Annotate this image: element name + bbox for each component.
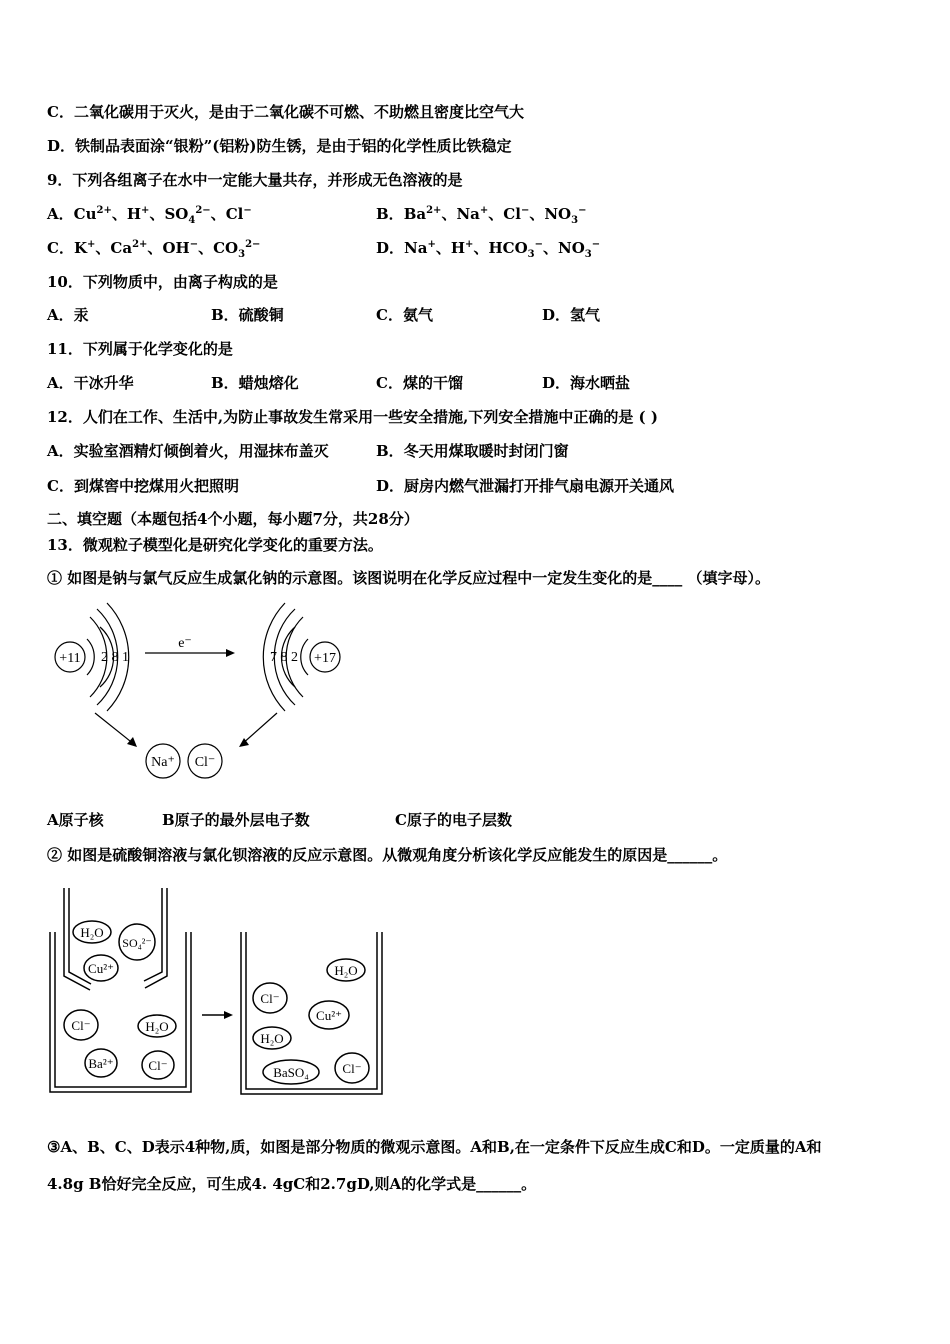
- q12-option-a: A．实验室酒精灯倾倒着火，用湿抹布盖灭: [47, 442, 329, 460]
- ion-formula: $CO_3^{2-}$: [213, 239, 261, 260]
- q13-1-option-a: A原子核: [47, 811, 104, 829]
- ion-formula: Cl−: [503, 205, 530, 223]
- ion-formula: Na+: [404, 239, 436, 257]
- question-12: 12．人们在工作、生活中,为防止事故发生常采用一些安全措施,下列安全措施中正确的是 ( ): [47, 408, 658, 426]
- q9-option-c: C．K+、$Ca^{2+}$、OH−、$CO_3^{2-}$: [47, 239, 261, 260]
- q12-option-c: C．到煤窖中挖煤用火把照明: [47, 477, 239, 495]
- ion-formula: $Cu^{2+}$: [73, 205, 112, 223]
- q10-option-b: B．硫酸铜: [211, 306, 284, 324]
- na-ion: Na⁺: [151, 755, 175, 770]
- question-13-part-2: ② 如图是硫酸铜溶液与氯化钡溶液的反应示意图。从微观角度分析该化学反应能发生的原因是______。: [47, 846, 728, 864]
- beaker-reaction-diagram: [45, 880, 390, 1100]
- q13-1-option-b: B原子的最外层电子数: [162, 811, 310, 829]
- q8-option-c: C．二氧化碳用于灭火，是由于二氧化碳不可燃、不助燃且密度比空气大: [47, 103, 524, 121]
- q9-option-a: A．$Cu^{2+}$、H+、$SO_4^{2-}$、Cl−: [47, 205, 252, 226]
- q13-1-options: [47, 810, 847, 830]
- ion-formula: Cl−: [225, 205, 252, 223]
- q8-option-d: D．铁制品表面涂“银粉”(铝粉)防生锈，是由于铝的化学性质比铁稳定: [47, 137, 512, 155]
- question-10: 10．下列物质中，由离子构成的是: [47, 273, 278, 291]
- q13-1-option-c: C原子的电子层数: [395, 811, 512, 829]
- na-nucleus: +11: [59, 651, 81, 666]
- q11-option-d: D．海水晒盐: [542, 374, 631, 392]
- ion-formula: $SO_4^{2-}$: [164, 205, 211, 226]
- option-label: A．: [47, 205, 74, 223]
- cl-electron-shells: 7 8 2: [270, 650, 298, 665]
- left-copper-ion: Cu²⁺: [88, 961, 114, 976]
- ion-formula: $NO_3^-$: [544, 205, 587, 226]
- right-chloride-ion: Cl⁻: [260, 991, 280, 1006]
- cl-nucleus: +17: [314, 651, 336, 666]
- ion-formula: H+: [450, 239, 474, 257]
- q12-option-d: D．厨房内燃气泄漏打开排气扇电源开关通风: [376, 477, 675, 495]
- ion-formula: Na+: [456, 205, 489, 223]
- ion-formula: OH−: [162, 239, 199, 257]
- left-water-molecule: H₂O: [80, 925, 104, 940]
- right-water-molecule: H₂O: [334, 963, 358, 978]
- ion-formula: H+: [126, 205, 150, 223]
- q11-option-b: B．蜡烛熔化: [211, 374, 299, 392]
- q11-options: [47, 373, 847, 393]
- q9-option-d: D．Na+、H+、$HCO_3^-$、$NO_3^-$: [376, 239, 601, 260]
- option-label: D．: [376, 239, 405, 257]
- question-13-part-3-line-1: ③A、B、C、D表示4种物,质，如图是部分物质的微观示意图。A和B,在一定条件下反应生成C和D。一定质量的A和: [47, 1138, 822, 1156]
- q9-option-b: B．$Ba^{2+}$、Na+、Cl−、$NO_3^-$: [376, 205, 587, 226]
- left-water-molecule-2: H₂O: [145, 1019, 169, 1034]
- question-11: 11．下列属于化学变化的是: [47, 340, 233, 358]
- left-chloride-ion: Cl⁻: [71, 1018, 91, 1033]
- q10-options: [47, 305, 847, 325]
- right-copper-ion: Cu²⁺: [316, 1008, 342, 1023]
- left-sulfate-ion: SO₄²⁻: [122, 936, 152, 950]
- question-13-part-3-line-2: 4.8g B恰好完全反应，可生成4. 4gC和2.7gD,则A的化学式是______。: [47, 1175, 537, 1193]
- left-chloride-ion-2: Cl⁻: [148, 1058, 168, 1073]
- right-barium-sulfate: BaSO₄: [273, 1065, 309, 1080]
- left-barium-ion: Ba²⁺: [88, 1056, 114, 1071]
- electron-label: e⁻: [178, 636, 192, 651]
- ion-formula: $NO_3^-$: [558, 239, 601, 260]
- q11-option-c: C．煤的干馏: [376, 374, 463, 392]
- ion-formula: $Ba^{2+}$: [403, 205, 442, 223]
- option-label: C．: [47, 239, 74, 257]
- cl-ion: Cl⁻: [194, 755, 216, 770]
- option-label: B．: [376, 205, 404, 223]
- q10-option-d: D．氢气: [542, 306, 601, 324]
- q10-option-a: A．汞: [47, 306, 89, 324]
- ion-formula: K+: [73, 239, 96, 257]
- question-9: 9．下列各组离子在水中一定能大量共存，并形成无色溶液的是: [47, 171, 463, 189]
- right-chloride-ion-2: Cl⁻: [342, 1061, 362, 1076]
- section-2-heading: 二、填空题（本题包括4个小题，每小题7分，共28分）: [47, 510, 419, 528]
- ion-formula: $HCO_3^-$: [488, 239, 543, 260]
- question-13: 13．微观粒子模型化是研究化学变化的重要方法。: [47, 536, 383, 554]
- sodium-chlorine-diagram: [45, 595, 365, 790]
- q11-option-a: A．干冰升华: [47, 374, 134, 392]
- q10-option-c: C．氨气: [376, 306, 433, 324]
- q12-option-b: B．冬天用煤取暖时封闭门窗: [376, 442, 569, 460]
- ion-formula: $Ca^{2+}$: [110, 239, 148, 257]
- right-water-molecule-2: H₂O: [260, 1031, 284, 1046]
- question-13-part-1: ① 如图是钠与氯气反应生成氯化钠的示意图。该图说明在化学反应过程中一定发生变化的是____ （填字母）。: [47, 569, 770, 587]
- na-electron-shells: 2 8 1: [101, 650, 129, 665]
